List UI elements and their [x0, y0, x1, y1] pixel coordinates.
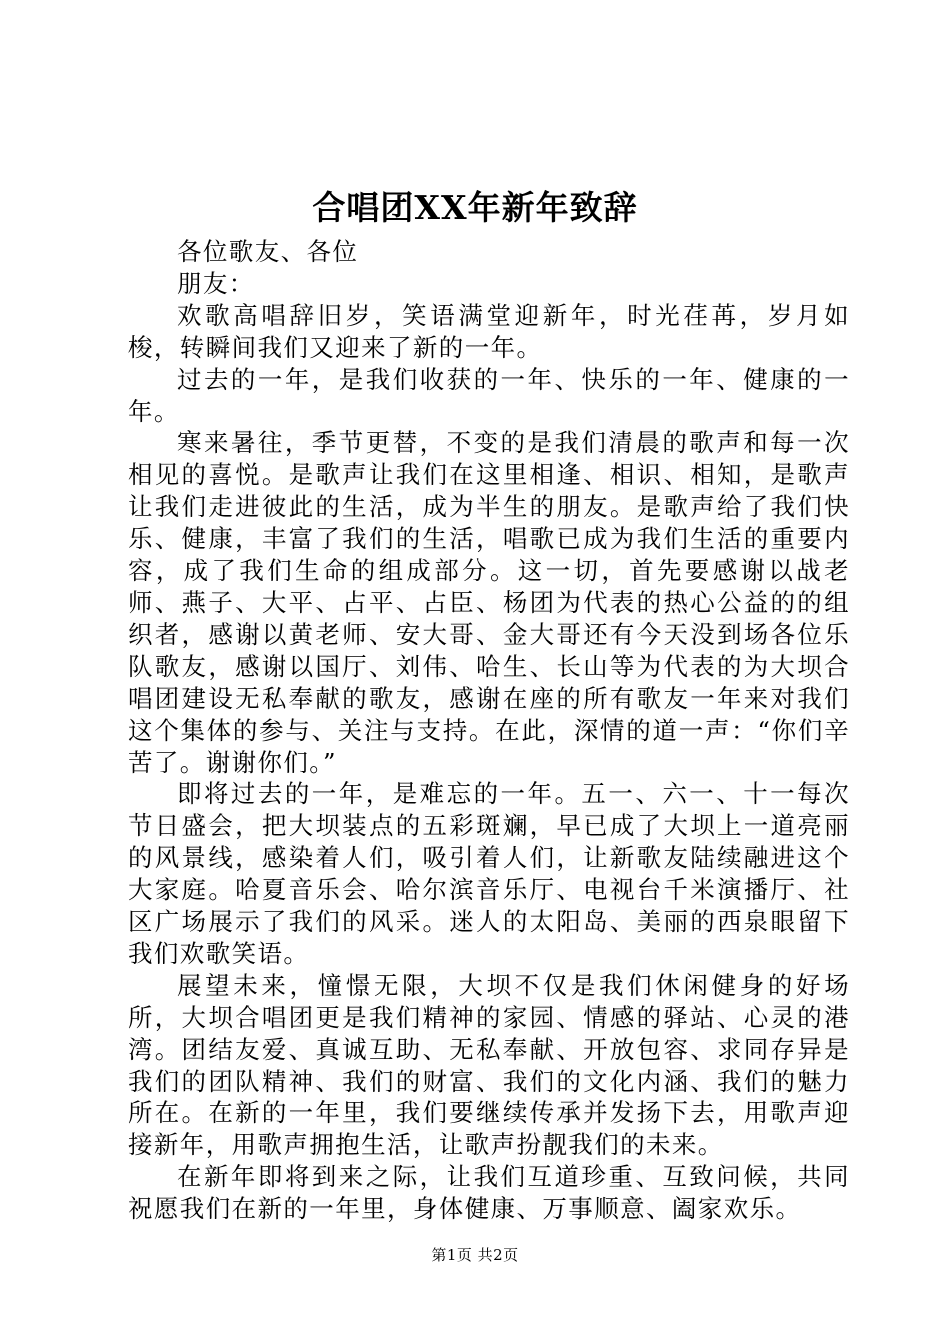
paragraph-closing: 在新年即将到来之际，让我们互道珍重、互致问候，共同祝愿我们在新的一年里，身体健康、万事顺意、阖家欢乐。 — [128, 1162, 850, 1224]
document-body — [128, 236, 850, 1225]
paragraph-thanks: 寒来暑往，季节更替，不变的是我们清晨的歌声和每一次相见的喜悦。是歌声让我们在这里相逢、相识、相知，是歌声让我们走进彼此的生活，成为半生的朋友。是歌声给了我们快乐、健康，丰富了我们的生活，唱歌已成为我们生活的重要内容，成了我们生命的组成部分。这一切，首先要感谢以战老师、燕子、大平、占平、占臣、杨团为代表的热心公益的的组织者，感谢以黄老师、安大哥、金大哥还有今天没到场各位乐队歌友，感谢以国厅、刘伟、哈生、长山等为代表的为大坝合唱团建设无私奉献的歌友，感谢在座的所有歌友一年来对我们这个集体的参与、关注与支持。在此，深情的道一声：“你们辛苦了。谢谢你们。” — [128, 428, 850, 777]
greeting-line-1: 各位歌友、各位 — [177, 237, 359, 266]
greeting-line-2: 朋友： — [177, 268, 255, 298]
document-title: 合唱团XX年新年致辞 — [312, 188, 638, 227]
paragraph-future: 展望未来，憧憬无限，大坝不仅是我们休闲健身的好场所，大坝合唱团更是我们精神的家园、情感的驿站、心灵的港湾。团结友爱、真诚互助、无私奉献、开放包容、求同存异是我们的团队精神、我们的财富、我们的文化内涵、我们的魅力所在。在新的一年里，我们要继续传承并发扬下去，用歌声迎接新年，用歌声拥抱生活，让歌声扮靓我们的未来。 — [128, 970, 850, 1160]
paragraph-opening: 欢歌高唱辞旧岁，笑语满堂迎新年，时光荏苒，岁月如梭，转瞬间我们又迎来了新的一年。 — [128, 300, 850, 362]
page-number-footer: 第1页 共2页 — [431, 1246, 519, 1264]
paragraph-past-year: 过去的一年，是我们收获的一年、快乐的一年、健康的一年。 — [128, 364, 850, 426]
paragraph-memories: 即将过去的一年，是难忘的一年。五一、六一、十一每次节日盛会，把大坝装点的五彩斑斓，早已成了大坝上一道亮丽的风景线，感染着人们，吸引着人们，让新歌友陆续融进这个大家庭。哈夏音乐会、哈尔滨音乐厅、电视台千米演播厅、社区广场展示了我们的风采。迷人的太阳岛、美丽的西泉眼留下我们欢歌笑语。 — [128, 779, 850, 968]
